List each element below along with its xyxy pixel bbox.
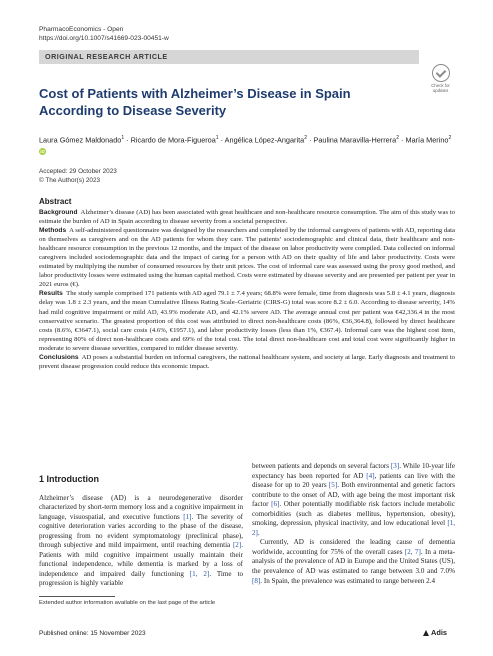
body-text: . Other potentially modifiable risk factors include metabolic comorbidities (such as diabetes mellitus, hypertension, obesity), smoking, depression, physical inactivity, and low educational level [252, 500, 455, 528]
check-updates-icon [432, 64, 450, 82]
abstract-text: The study sample comprised 171 patients with AD aged 79.1 ± 7.4 years; 68.8% were female, time from diagnosis was 5.8 ± 4.1 years, diagnosis delay was 1.8 ± 2.3 years, and the mean Cumulative Illness Rating Scale–Geriatric (CIRS-G) total was score 8.2 ± 6.0. According to disease severity, 14% had mild cognitive impairment or mild AD, 43.9% moderate AD, and 42.1% severe AD. The average annual cost per patient was €42,336.4 in the most conservative scenario. The greatest proportion of this cost was attributed to direct non-healthcare costs (86%, €36,364.8), followed by direct healthcare costs (8.6%, €3647.1), social care costs (4.6%, €1957.1), and labor productivity losses (less than 1%, €367.4). Informal care was the highest cost item, representing 80% of direct non-healthcare costs and 69% of the total cost. The total direct non-healthcare cost and total cost were significantly higher in moderate to severe disease severities, compared to milder disease severity. [39, 290, 455, 352]
citation-link[interactable]: [6] [271, 500, 280, 509]
citation-link[interactable]: [5] [328, 481, 338, 490]
abstract-text: A self-administered questionnaire was designed by the researchers and completed by the informal caregivers of patients with AD, reporting data on themselves as caregivers and on the AD patients for whom they care. The patients’ sociodemographic and clinical data, their healthcare and non-healthcare resource consumption in the previous 12 months, and the impact of the disease on labor productivity were compiled. Data collected on informal caregivers included sociodemographic data and the impact of caring for a person with AD on their quality of life and labor productivity. Costs were estimated by multiplying the number of consumed resources by their unit prices. The cost of informal care was assessed using the proxy good method, and labor productivity losses were estimated using the human capital method. Costs were estimated by disease severity and are presented per patient per year in 2021 euros (€). [39, 227, 455, 289]
accepted-date: Accepted: 29 October 2023 [39, 168, 117, 175]
journal-header [39, 26, 169, 43]
publisher-name: Adis [431, 628, 448, 637]
abstract-conclusions [39, 353, 455, 371]
author-list: Laura Gómez Maldonado$^1$ · Ricardo de Mora-Figueroa$^1$ · Angélica López-Angarita$^2$ · Paulina Maravilla-Herrera$^2$ · María Merino$^2$ iD [39, 135, 452, 154]
body-text: . In Spain, the prevalence was estimated to range between 2.4 [260, 576, 435, 585]
body-text: , patients can live with the disease for up to 20 years [252, 471, 455, 490]
adis-logo-icon [423, 630, 429, 636]
body-text: . [257, 528, 260, 537]
intro-paragraph [252, 462, 455, 538]
right-column [252, 462, 455, 586]
check-updates-label: Check for updates [431, 83, 450, 93]
citation-link[interactable]: [2, 7] [404, 547, 421, 556]
abstract-methods [39, 226, 455, 289]
affiliation-mark: 1 [215, 135, 219, 141]
body-text: . While 10-year life expectancy has been reported for AD [252, 462, 455, 480]
citation-link[interactable]: [3] [390, 462, 400, 470]
citation-link[interactable]: [1, 2] [189, 569, 210, 578]
abstract-text: Alzheimer’s disease (AD) has been associated with great healthcare and non-healthcare resource consumption. The aim of this study was to estimate the burden of AD in Spain according to disease severity from a societal perspective. [39, 209, 455, 226]
copyright-line: © The Author(s) 2023 [39, 176, 101, 184]
author-name[interactable]: Laura Gómez Maldonado [39, 135, 122, 145]
citation-link[interactable]: [4] [366, 471, 375, 480]
publisher-logo [423, 628, 447, 637]
affiliation-mark: 1 [121, 135, 125, 141]
footnote-divider [39, 596, 115, 597]
author-name[interactable]: Ricardo de Mora-Figueroa [130, 135, 216, 145]
published-date: Published online: 15 November 2023 [39, 630, 146, 637]
abstract-heading: Abstract [39, 197, 72, 206]
journal-name: PharmacoEconomics - Open [39, 26, 124, 33]
citation-link[interactable]: [1, 2] [252, 519, 455, 537]
abstract-results [39, 289, 455, 352]
body-text: . In a meta-analysis of the prevalence of AD in Europe and the United States (US), the prevalence of AD was estimated to range between 3.0 and 7.0% [252, 547, 455, 576]
citation-link[interactable]: [1] [183, 512, 192, 521]
article-dates [39, 168, 117, 185]
body-text: . Time to progression is highly variable [39, 569, 243, 588]
check-for-updates-button[interactable] [428, 64, 453, 93]
citation-link[interactable]: [8] [252, 576, 261, 585]
affiliation-mark: 2 [304, 135, 307, 141]
orcid-icon[interactable]: iD [40, 149, 45, 154]
author-name[interactable]: María Merino [405, 135, 449, 145]
citation-link[interactable]: [2] [232, 541, 242, 550]
author-name[interactable]: Paulina Maravilla-Herrera [313, 135, 397, 145]
affiliation-mark: 2 [396, 135, 399, 141]
doi-link[interactable]: https://doi.org/10.1007/s41669-023-00451-w [39, 34, 169, 42]
abstract-background [39, 208, 455, 226]
body-text: Currently, AD is considered the leading cause of dementia worldwide, accounting for 75% of the overall cases [252, 538, 455, 556]
body-text: between patients and depends on several factors [252, 462, 391, 470]
author-name[interactable]: Angélica López-Angarita [224, 135, 305, 145]
section-label: Conclusions [39, 353, 79, 361]
section-label: Methods [39, 227, 67, 235]
intro-paragraph [252, 538, 455, 586]
article-title: Cost of Patients with Alzheimer’s Disease in Spain According to Disease Severity [39, 86, 351, 118]
intro-paragraph [39, 494, 243, 589]
section-label: Background [39, 209, 78, 216]
section-label: Results [39, 290, 63, 298]
body-text: . Patients with mild cognitive impairment usually maintain their functional independence, while dementia is marked by a loss of independence and impaired daily functioning [39, 541, 243, 578]
abstract-text: AD poses a substantial burden on informal caregivers, the national healthcare system, and society at large. Early diagnosis and treatment to prevent disease progression could reduce this economic impact. [39, 353, 455, 370]
article-type-badge: ORIGINAL RESEARCH ARTICLE [39, 50, 419, 64]
body-text: Alzheimer’s disease (AD) is a neurodegenerative disorder characterized by short-term memory loss and a cognitive impairment in language, visuospatial, and executive functions [39, 493, 243, 521]
left-column [39, 475, 243, 589]
body-text: . The severity of cognitive deterioration varies according to the phase of the disease, progressing from no evident symptomatology (preclinical phase), through subjective and mild impairment, until reaching dementia [39, 512, 243, 550]
body-text: . Both environmental and genetic factors contribute to the onset of AD, with age being the most important risk factor [252, 481, 456, 509]
abstract-body [39, 208, 455, 371]
section-heading: 1 Introduction [39, 474, 99, 484]
affiliation-mark: 2 [448, 135, 452, 141]
footnote: Extended author information available on the last page of the article [39, 600, 216, 606]
